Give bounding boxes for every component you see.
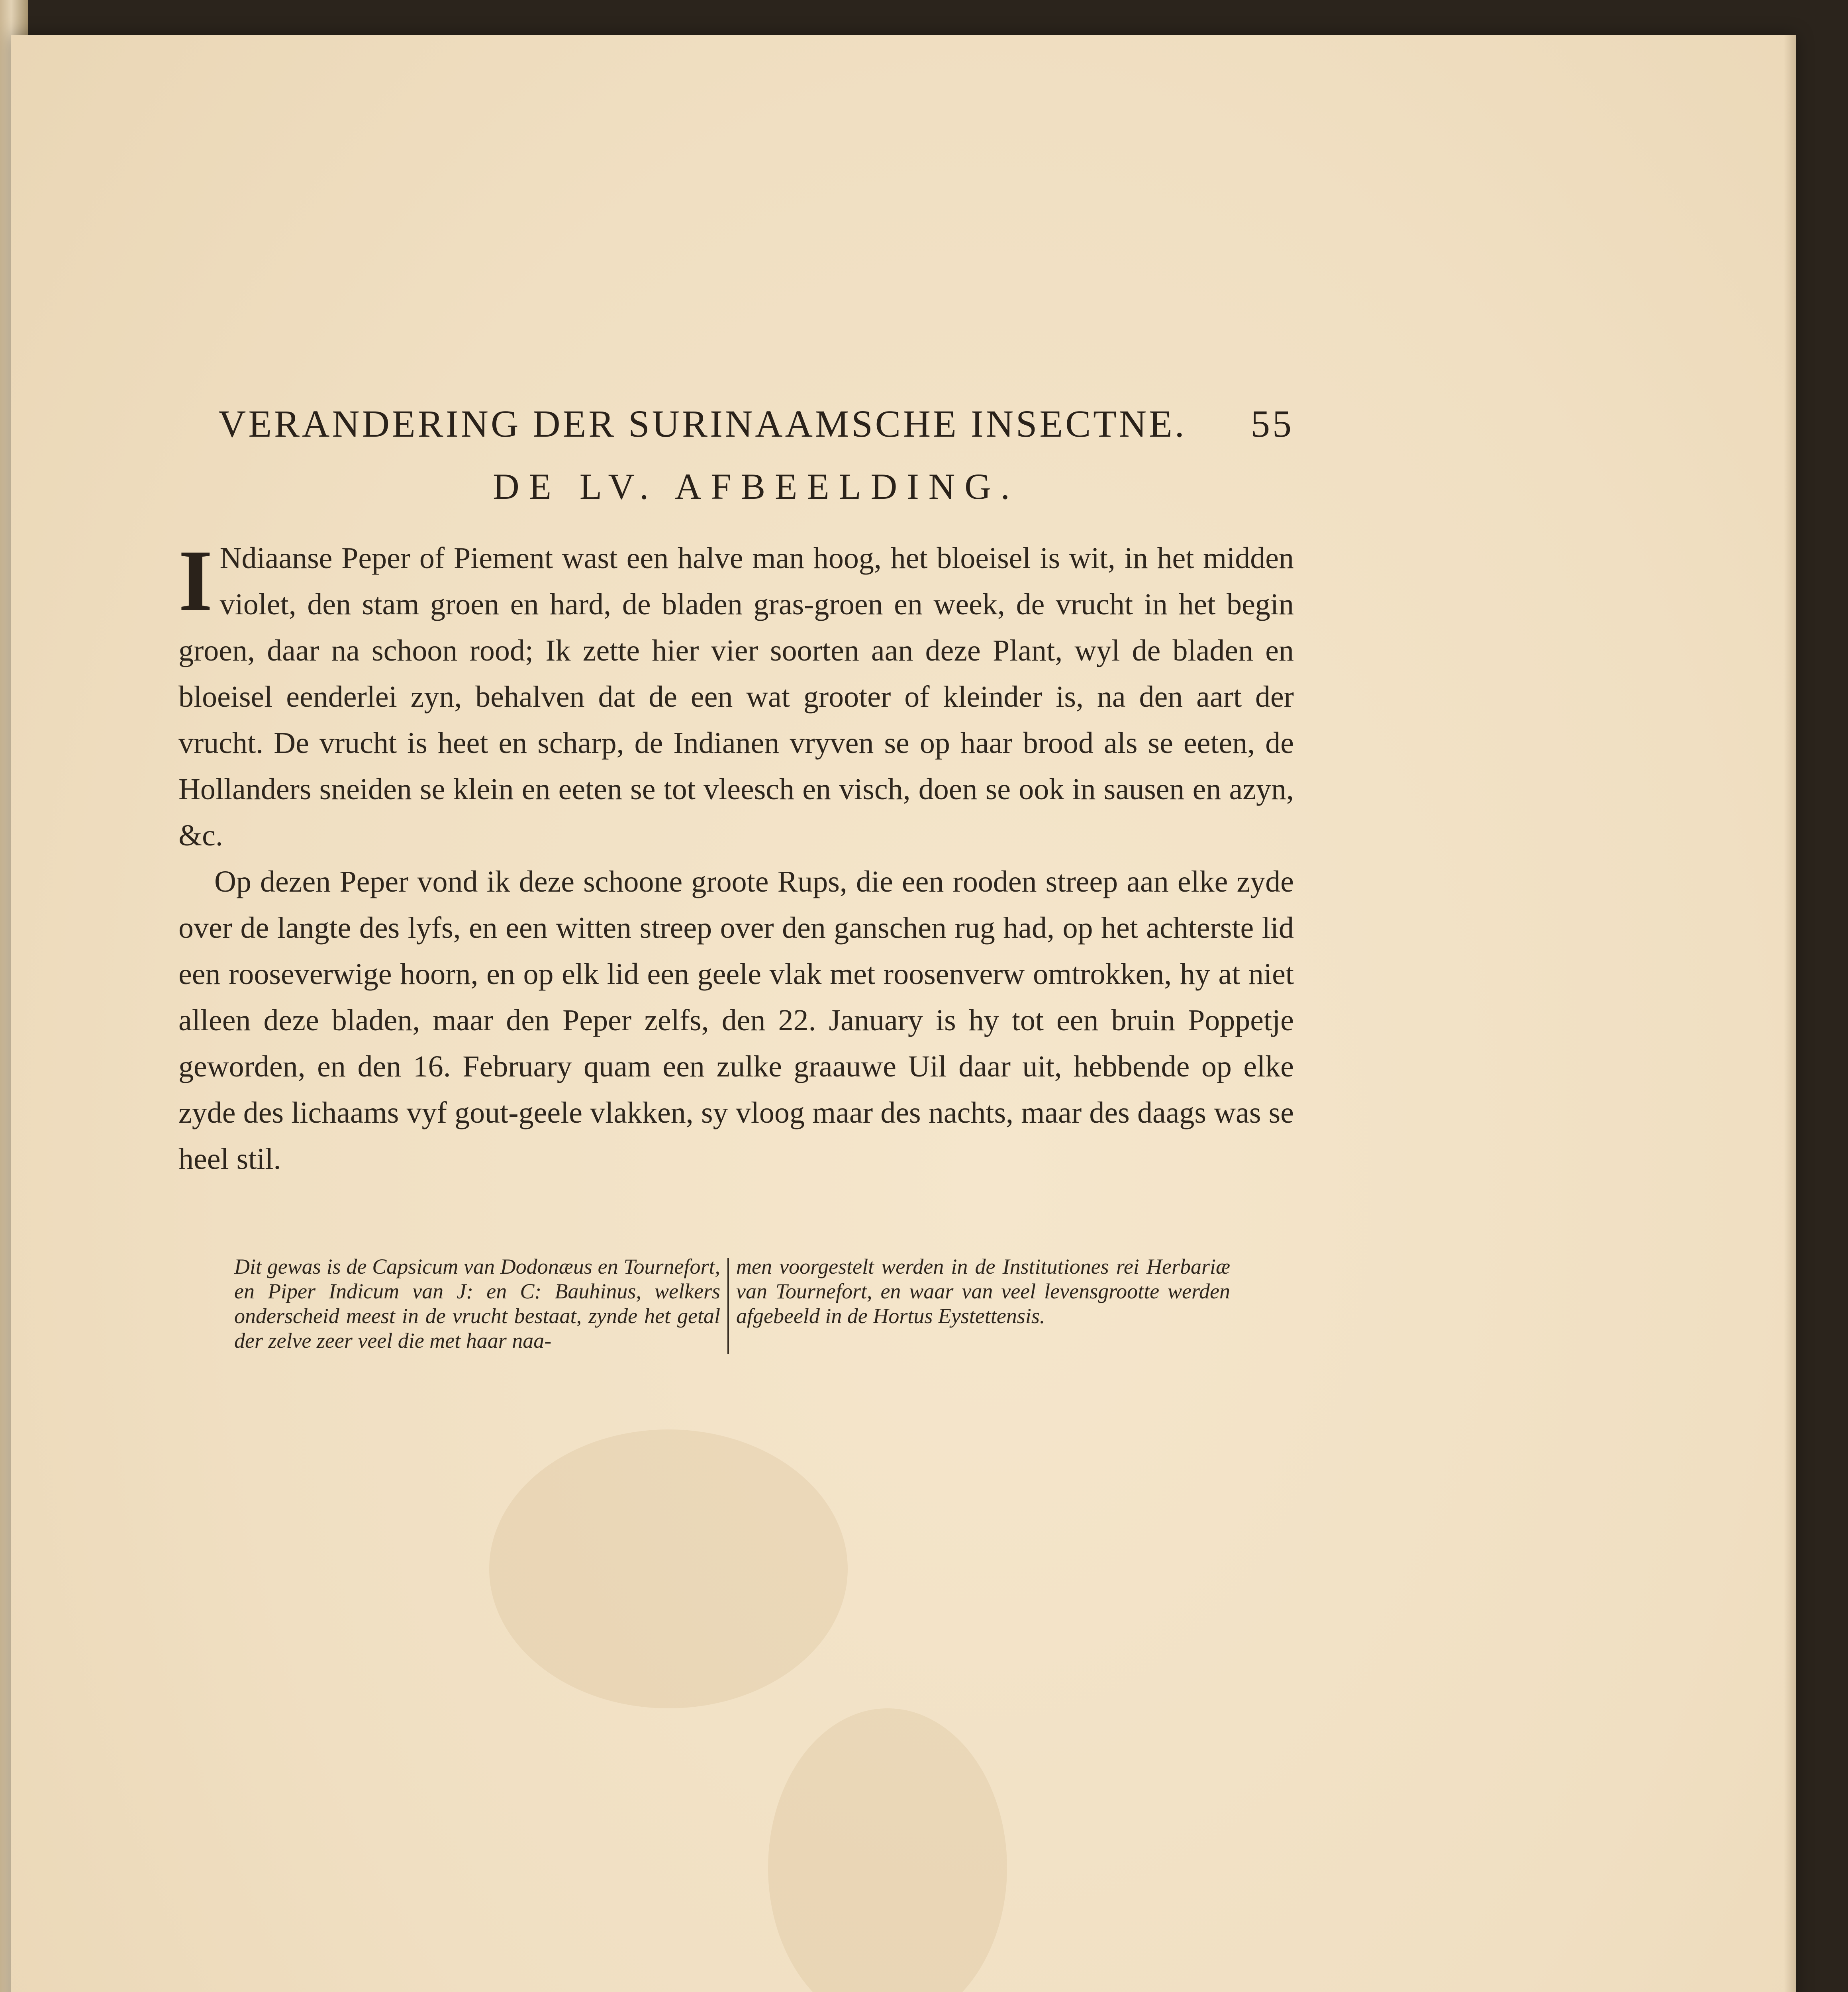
plate-heading: DE LV. AFBEELDING. [493,466,1019,507]
footnote-divider [727,1258,729,1354]
paragraph-1 [178,532,1294,859]
running-head [218,402,1294,446]
footnote-left: Dit gewas is de Capsicum van Dodonæus en Tournefort, en Piper Indicum van J: en C: Bauhinus, welkers onderscheid meest in de vrucht bestaat, zynde het getal der zelve zeer veel die met haar naa- [234,1255,720,1353]
paper-stain [768,1708,1007,1992]
page-number: 55 [1251,402,1294,445]
running-head-title: VERANDERING DER SURINAAMSCHE INSECTNE. [218,402,1187,445]
drop-cap: I [178,532,213,629]
paragraph-2: Op dezen Peper vond ik deze schoone groote Rups, die een rooden streep aan elke zyde over de langte des lyfs, en een witten streep over den ganschen rug had, op het achterste lid een rooseverwige hoorn, en op elk lid een geele vlak met roosenverw omtrokken, hy at niet alleen deze bladen, maar den Peper zelfs, den 22. January is hy tot een bruin Poppetje geworden, en den 16. February quam een zulke graauwe Uil daar uit, hebbende op elke zyde des lichaams vyf gout-geele vlakken, sy vloog maar des nachts, maar des daags was se heel stil. [178,865,1294,1176]
book-page [11,35,1796,1992]
footnote-right: men voorgestelt werden in de Institutiones rei Herbariæ van Tournefort, en waar van veel levensgrootte werden afgebeeld in de Hortus Eystettensis. [736,1255,1230,1328]
paper-stain [489,1429,848,1708]
page-edge-shadow [1784,35,1796,1992]
paragraph-1-text: Ndiaanse Peper of Piement wast een halve man hoog, het bloeisel is wit, in het midden violet, den stam groen en hard, de bladen gras-groen en week, de vrucht in het begin groen, daar na schoon rood; Ik zette hier vier soorten aan deze Plant, wyl de bladen en bloeisel eenderlei zyn, behalven dat de een wat grooter of kleinder is, na den aart der vrucht. De vrucht is heet en scharp, de Indianen vryven se op haar brood als se eeten, de Hollanders sneiden se klein en eeten se tot vleesch en visch, doen se ook in sausen en azyn, &c. [178,541,1294,852]
body-text [178,532,1294,1182]
